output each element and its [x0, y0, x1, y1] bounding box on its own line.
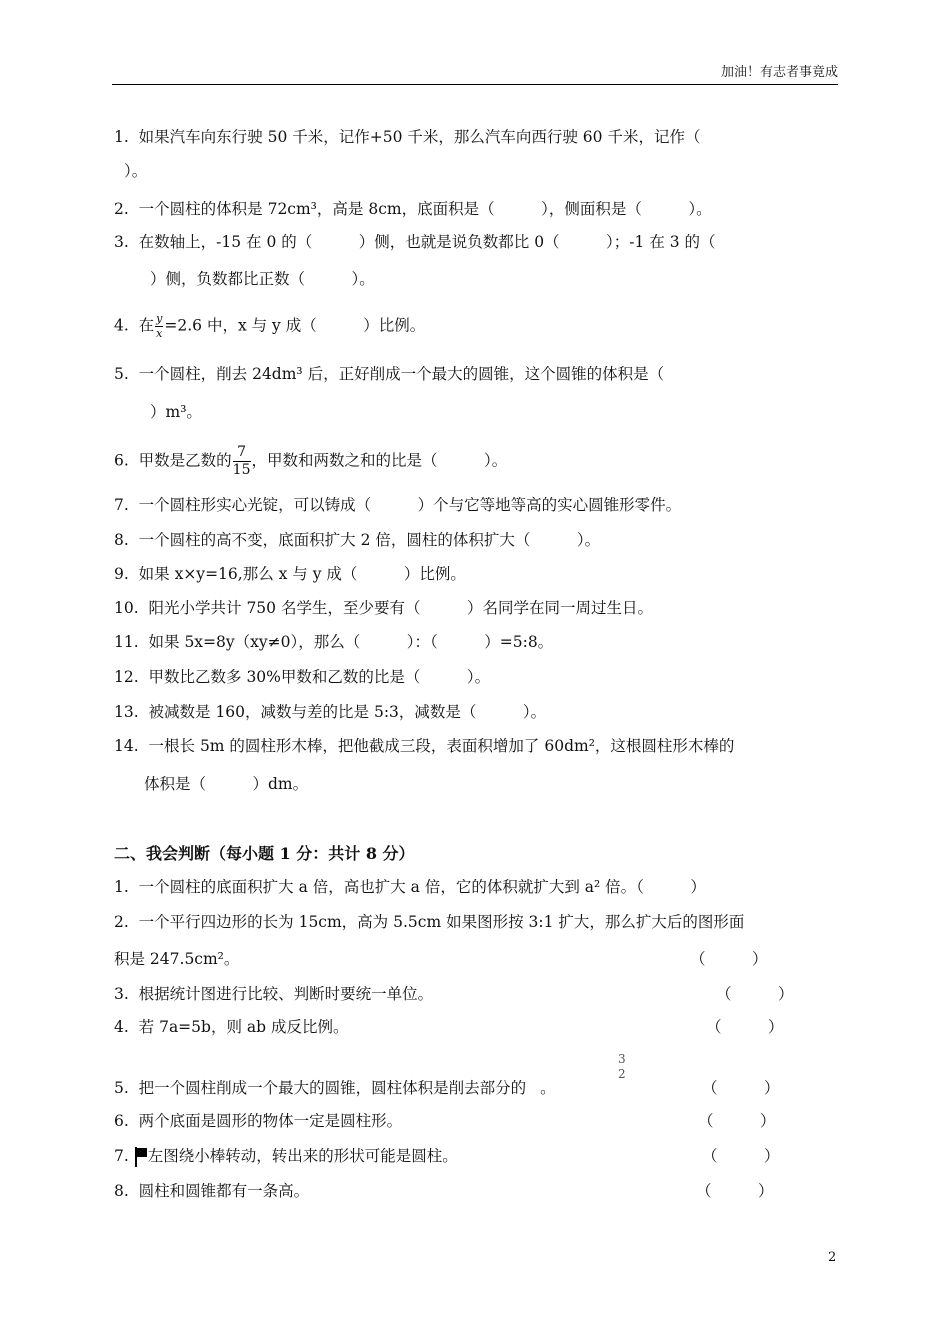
fraction-7-over-15: $\frac{7}{15}$ — [232, 444, 251, 478]
judge-4-answer-paren[interactable]: （ ） — [706, 1018, 784, 1036]
flag-icon — [134, 1146, 148, 1168]
judge-2-cont: 积是 247.5cm²。 — [114, 950, 240, 968]
judge-6-answer-paren[interactable]: （ ） — [698, 1112, 776, 1130]
question-9: 9. 如果 x×y=16,那么 x 与 y 成（ ）比例。 — [114, 565, 466, 583]
judge-7-answer-paren[interactable]: （ ） — [702, 1147, 780, 1165]
fraction-3-over-2: 3 2 — [618, 1052, 626, 1081]
header-motto: 加油！有志者事竟成 — [720, 65, 838, 80]
question-3-cont: ）侧，负数都比正数（ ）。 — [150, 270, 375, 288]
judge-3: 3. 根据统计图进行比较、判断时要统一单位。 — [114, 985, 434, 1003]
judge-8: 8. 圆柱和圆锥都有一条高。 — [114, 1182, 310, 1200]
fraction-y-over-x: $\frac{y}{x}$ — [156, 312, 163, 340]
judge-4: 4. 若 7a=5b，则 ab 成反比例。 — [114, 1018, 349, 1036]
judge-8-answer-paren[interactable]: （ ） — [696, 1182, 774, 1200]
question-3: 3. 在数轴上，-15 在 0 的（ ）侧，也就是说负数都比 0（ ）；-1 在 3 的（ — [114, 233, 716, 251]
question-14: 14. 一根长 5m 的圆柱形木棒，把他截成三段，表面积增加了 60dm²，这根圆柱形木棒的 — [114, 737, 735, 755]
judge-2-answer-paren[interactable]: （ ） — [690, 950, 768, 968]
page-number: 2 — [828, 1250, 837, 1265]
question-1-cont: ）。 — [124, 162, 148, 180]
judge-7: 7. 左图绕小棒转动，转出来的形状可能是圆柱。 — [114, 1145, 458, 1168]
question-11: 11. 如果 5x=8y（xy≠0），那么（ ）：（ ）=5:8。 — [114, 633, 554, 651]
judge-2: 2. 一个平行四边形的长为 15cm，高为 5.5cm 如果图形按 3:1 扩大，那么扩大后的图形面 — [114, 913, 745, 931]
question-7: 7. 一个圆柱形实心光锭，可以铸成（ ）个与它等地等高的实心圆锥形零件。 — [114, 496, 682, 514]
question-10: 10. 阳光小学共计 750 名学生，至少要有（ ）名同学在同一周过生日。 — [114, 599, 653, 617]
question-14-cont: 体积是（ ）dm。 — [144, 775, 309, 793]
judge-5-answer-paren[interactable]: （ ） — [702, 1079, 780, 1097]
question-2: 2. 一个圆柱的体积是 72cm³，高是 8cm，底面积是（ ），侧面积是（ ）。 — [114, 200, 712, 218]
question-5-cont: ）m³。 — [150, 403, 202, 421]
question-8: 8. 一个圆柱的高不变，底面积扩大 2 倍，圆柱的体积扩大（ ）。 — [114, 531, 601, 549]
question-13: 13. 被减数是 160，减数与差的比是 5:3，减数是（ ）。 — [114, 703, 547, 721]
question-4: 4. 在 $\frac{y}{x}$ =2.6 中，x 与 y 成（ ）比例。 — [114, 312, 426, 340]
judge-6: 6. 两个底面是圆形的物体一定是圆柱形。 — [114, 1112, 403, 1130]
judge-3-answer-paren[interactable]: （ ） — [716, 985, 794, 1003]
section-2-title: 二、我会判断（每小题 1 分：共计 8 分） — [114, 844, 415, 863]
question-12: 12. 甲数比乙数多 30%甲数和乙数的比是（ ）。 — [114, 668, 491, 686]
question-1: 1. 如果汽车向东行驶 50 千米，记作+50 千米，那么汽车向西行驶 60 千米，记作（ — [114, 128, 701, 146]
judge-5: 5. 把一个圆柱削成一个最大的圆锥，圆柱体积是削去部分的 。 — [114, 1079, 556, 1097]
question-5: 5. 一个圆柱，削去 24dm³ 后，正好削成一个最大的圆锥，这个圆锥的体积是（ — [114, 365, 665, 383]
question-6: 6. 甲数是乙数的 $\frac{7}{15}$ ，甲数和两数之和的比是（ ）。 — [114, 444, 508, 478]
page-header — [112, 64, 838, 85]
judge-1: 1. 一个圆柱的底面积扩大 a 倍，高也扩大 a 倍，它的体积就扩大到 a² 倍。（ ） — [114, 878, 706, 896]
